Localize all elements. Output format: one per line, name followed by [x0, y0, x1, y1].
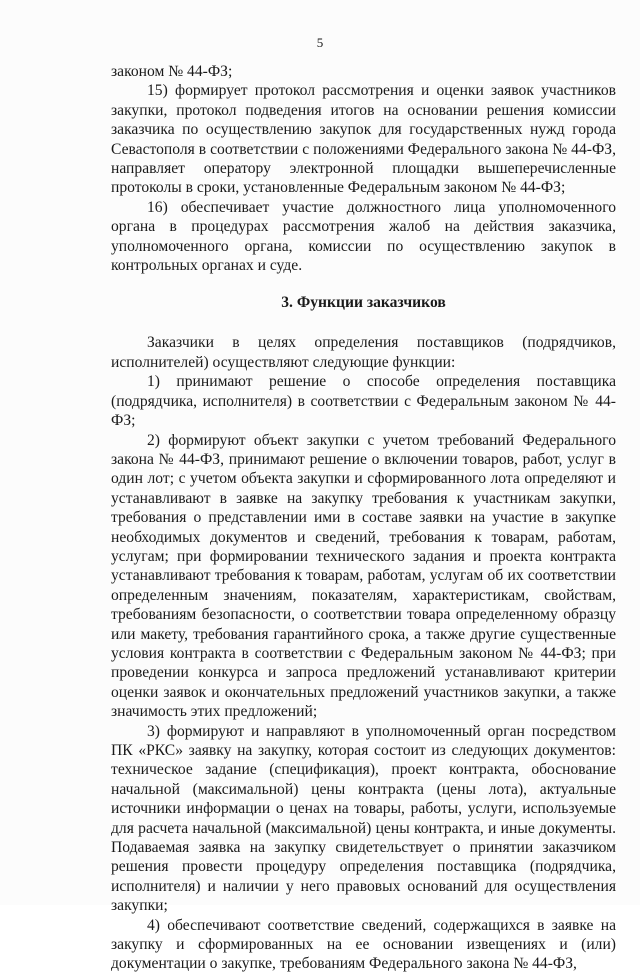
document-body [111, 62, 616, 974]
function-item-2: 2) формируют объект закупки с учетом требований Федерального закона № 44-ФЗ, принимают решение о включении товаров, работ, услуг в один лот; с учетом объекта закупки и сформированного лота определяют и устанавливают в заявке на закупку требования к участникам закупки, требования о представлении ими в составе заявки на участие в закупке необходимых документов и сведений, требования к товарам, работам, услугам; при формировании технического задания и проекта контракта устанавливают требования к товарам, работам, услугам об их соответствии определенным значениям, показателям, характеристикам, свойствам, требованиям безопасности, о соответствии товара определенному образцу или макету, требования гарантийного срока, а также другие существенные условия контракта в соответствии с Федеральным законом № 44-ФЗ; при проведении конкурса и запроса предложений устанавливают критерии оценки заявок и окончательных предложений участников закупки, а также значимость этих предложений; [111, 431, 616, 721]
page-number: 5 [316, 35, 324, 50]
section-heading: 3. Функции заказчиков [281, 294, 446, 312]
paragraph-item-16: 16) обеспечивает участие должностного лица уполномоченного органа в процедурах рассмотрения жалоб на действия заказчика, уполномоченного органа, комиссии по осуществлению закупок в контрольных органах и суде. [111, 198, 616, 275]
section-intro-paragraph: Заказчики в целях определения поставщиков (подрядчиков, исполнителей) осуществляют следующие функции: [111, 334, 616, 371]
paragraph-continuation: законом № 44-ФЗ; [111, 63, 233, 80]
function-item-1: 1) принимают решение о способе определения поставщика (подрядчика, исполнителя) в соответствии с Федеральным законом № 44-ФЗ; [111, 373, 616, 430]
function-item-3: 3) формируют и направляют в уполномоченный орган посредством ПК «РКС» заявку на закупку, которая состоит из следующих документов: техническое задание (спецификация), проект контракта, обоснование начальной (максимальной) цены контракта (цены лота), актуальные источники информации о ценах на товары, работы, услуги, используемые для расчета начальной (максимальной) цены контракта, и иные документы. Подаваемая заявка на закупку свидетельствует о принятии заказчиком решения провести процедуру определения поставщика (подрядчика, исполнителя) и наличии у него правовых оснований для осуществления закупки; [111, 722, 616, 915]
function-item-4: 4) обеспечивают соответствие сведений, содержащихся в заявке на закупку и сформированных на ее основании извещениях и (или) документации о закупке, требованиям Федерального закона № 44-ФЗ, [111, 916, 616, 973]
paragraph-item-15: 15) формирует протокол рассмотрения и оценки заявок участников закупки, протокол подведения итогов на основании решения комиссии заказчика по осуществлению закупок для государственных нужд города Севастополя в соответствии с положениями Федерального закона № 44-ФЗ, направляет оператору электронной площадки вышеперечисленные протоколы в сроки, установленные Федеральным законом № 44-ФЗ; [111, 82, 616, 197]
